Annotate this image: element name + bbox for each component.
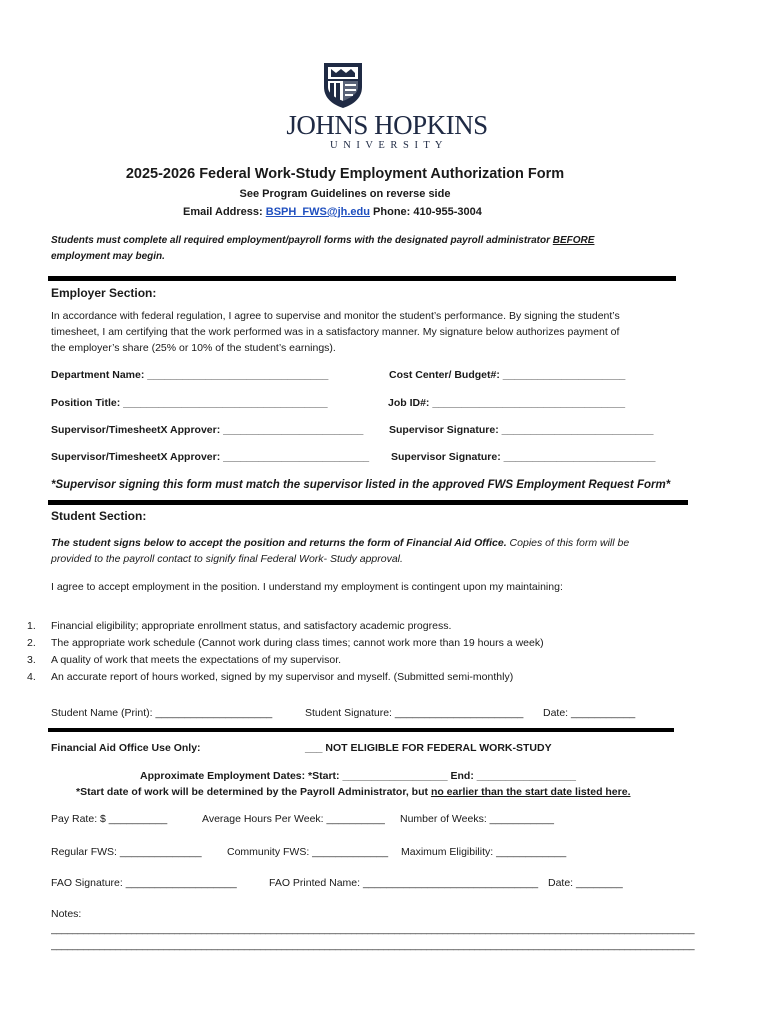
student-date-field[interactable]: Date: ___________ <box>543 707 636 719</box>
supervisor-signature-field-1[interactable]: Supervisor Signature: __________________________ <box>389 424 654 436</box>
start-date-note <box>76 786 631 798</box>
list-item-text: The appropriate work schedule (Cannot work during class times; cannot work more than 19 hours a week) <box>51 637 544 649</box>
fao-signature-field[interactable]: FAO Signature: ___________________ <box>51 877 237 889</box>
employer-paragraph-line1: In accordance with federal regulation, I agree to supervise and monitor the student’s performance. By signing the student’s <box>51 310 620 322</box>
email-link[interactable]: BSPH_FWS@jh.edu <box>265 206 370 218</box>
cost-center-field[interactable]: Cost Center/ Budget#: _____________________ <box>389 369 626 381</box>
student-intro-line1 <box>51 537 629 549</box>
student-heading: Student Section: <box>51 509 147 523</box>
contact-line <box>183 206 482 218</box>
notes-line-2[interactable]: ________________________________________________________________________________________________________________________ <box>51 940 695 951</box>
list-number: 2. <box>27 637 36 649</box>
number-of-weeks-field[interactable]: Number of Weeks: ___________ <box>400 813 554 825</box>
section-divider-student <box>48 500 688 505</box>
fao-printed-name-field[interactable]: FAO Printed Name: ______________________________ <box>269 877 539 889</box>
list-number: 1. <box>27 620 36 632</box>
list-number: 3. <box>27 654 36 666</box>
list-item <box>27 671 36 683</box>
university-shield-logo <box>322 61 364 109</box>
employment-dates-field[interactable]: Approximate Employment Dates: *Start: __________________ End: _________________ <box>140 770 577 782</box>
email-label: Email Address: <box>183 206 263 218</box>
list-item <box>27 620 36 632</box>
fao-heading: Financial Aid Office Use Only: <box>51 742 201 754</box>
list-number: 4. <box>27 671 36 683</box>
student-name-field[interactable]: Student Name (Print): ____________________ <box>51 707 273 719</box>
fao-date-field[interactable]: Date: ________ <box>548 877 623 889</box>
notice-line1 <box>51 235 594 246</box>
notice-emphasis: BEFORE <box>552 235 595 246</box>
average-hours-field[interactable]: Average Hours Per Week: __________ <box>202 813 385 825</box>
list-item-text: An accurate report of hours worked, signed by my supervisor and myself. (Submitted semi-monthly) <box>51 671 514 683</box>
form-subtitle: See Program Guidelines on reverse side <box>239 188 451 200</box>
phone-text: Phone: 410-955-3004 <box>373 206 482 218</box>
logo-wordmark: JOHNS HOPKINS <box>286 110 488 140</box>
maximum-eligibility-field[interactable]: Maximum Eligibility: ____________ <box>401 846 567 858</box>
student-intro-bold: The student signs below to accept the position and returns the form of Financial Aid Office. <box>51 537 507 549</box>
list-item <box>27 637 36 649</box>
community-fws-field[interactable]: Community FWS: _____________ <box>227 846 389 858</box>
job-id-field[interactable]: Job ID#: _________________________________ <box>388 397 626 409</box>
student-agreement: I agree to accept employment in the position. I understand my employment is contingent upon my maintaining: <box>51 581 563 593</box>
supervisor-warning: *Supervisor signing this form must match the supervisor listed in the approved FWS Employment Request Form* <box>51 479 671 491</box>
approver-field-2[interactable]: Supervisor/TimesheetX Approver: _________________________ <box>51 451 370 463</box>
employer-paragraph-line3: the employer’s share (25% or 10% of the student’s earnings). <box>51 342 336 354</box>
supervisor-signature-field-2[interactable]: Supervisor Signature: __________________________ <box>391 451 656 463</box>
department-name-field[interactable]: Department Name: _______________________________ <box>51 369 329 381</box>
list-item-text: A quality of work that meets the expectations of my supervisor. <box>51 654 342 666</box>
position-title-field[interactable]: Position Title: ___________________________________ <box>51 397 328 409</box>
start-date-note-underlined: no earlier than the start date listed here. <box>430 786 631 798</box>
approver-field-1[interactable]: Supervisor/TimesheetX Approver: ________________________ <box>51 424 364 436</box>
list-item-text: Financial eligibility; appropriate enrollment status, and satisfactory academic progress. <box>51 620 452 632</box>
section-divider-top <box>48 276 676 281</box>
regular-fws-field[interactable]: Regular FWS: ______________ <box>51 846 202 858</box>
employer-heading: Employer Section: <box>51 286 157 300</box>
start-date-note-text: *Start date of work will be determined by the Payroll Administrator, but <box>76 786 431 798</box>
not-eligible-checkbox[interactable]: ___ NOT ELIGIBLE FOR FEDERAL WORK-STUDY <box>305 742 552 754</box>
notice-line2: employment may begin. <box>51 251 165 262</box>
student-intro-rest: Copies of this form will be <box>506 537 630 549</box>
notice-text: Students must complete all required employment/payroll forms with the designated payroll administrator <box>51 235 553 246</box>
notes-label: Notes: <box>51 908 82 920</box>
student-signature-field[interactable]: Student Signature: ______________________ <box>305 707 524 719</box>
employer-paragraph-line2: timesheet, I am certifying that the work performed was in a satisfactory manner. My signature below authorizes payment of <box>51 326 620 338</box>
student-intro-line2: provided to the payroll contact to signify final Federal Work- Study approval. <box>51 553 403 565</box>
list-item <box>27 654 36 666</box>
logo-subtitle: U N I V E R S I T Y <box>330 140 444 151</box>
notes-line-1[interactable]: ________________________________________________________________________________________________________________________ <box>51 924 695 935</box>
form-title: 2025-2026 Federal Work-Study Employment Authorization Form <box>125 166 565 182</box>
section-divider-fao <box>48 728 674 732</box>
pay-rate-field[interactable]: Pay Rate: $ __________ <box>51 813 168 825</box>
